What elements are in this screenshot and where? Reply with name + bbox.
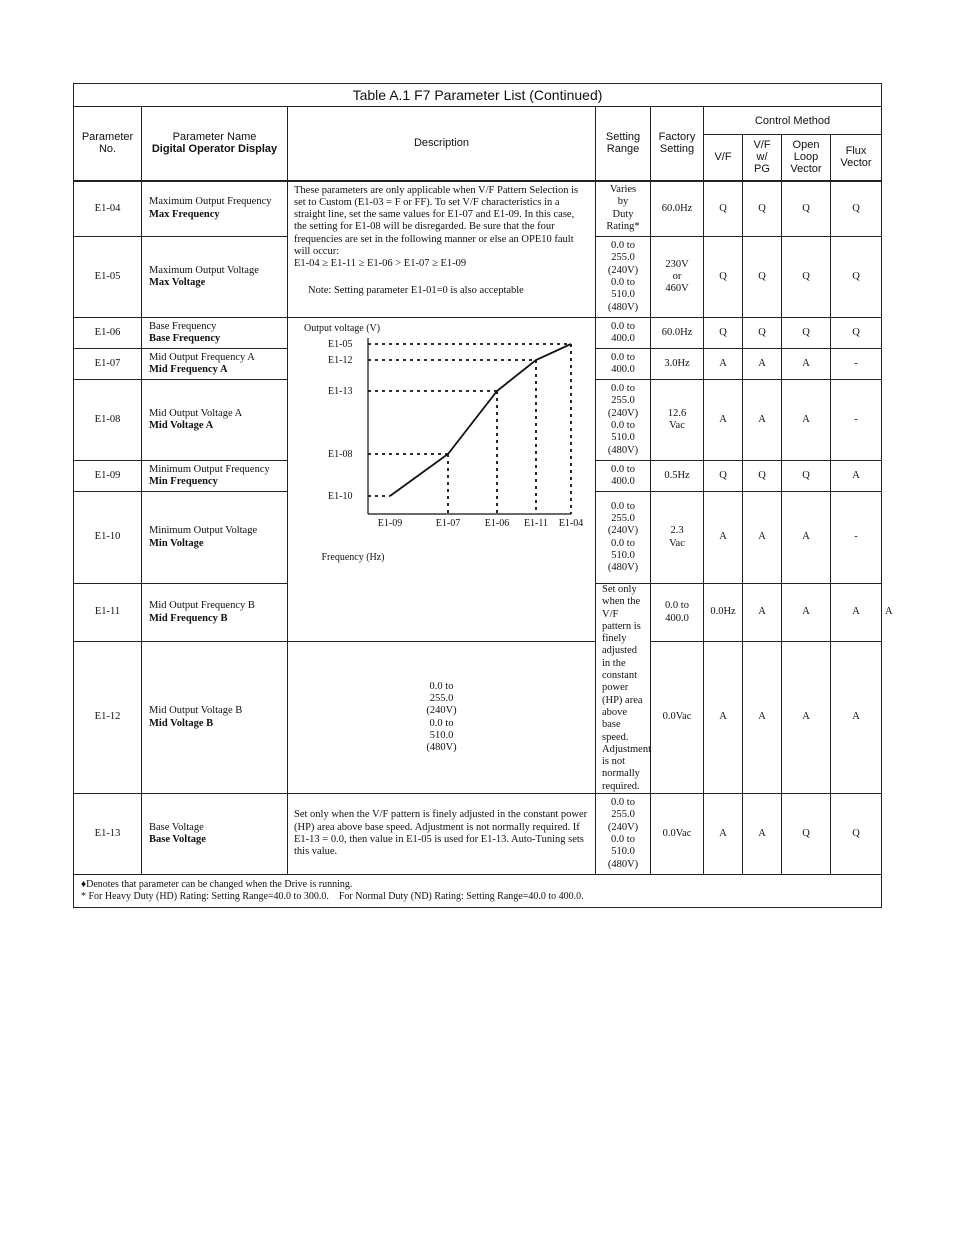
param-name: Minimum Output Frequency Min Frequency [142,461,288,492]
vf-method: Q [704,318,743,349]
setting-range: Varies by Duty Rating* [596,181,651,237]
parameter-table-page [73,83,893,908]
factory-setting: 60.0Hz [651,181,704,237]
vf-method: Q [704,237,743,318]
olv-method: A [831,584,882,642]
y-tick-label: E1-12 [328,355,353,366]
param-name: Maximum Output Frequency Max Frequency [142,181,288,237]
factory-setting: 60.0Hz [651,318,704,349]
x-axis-title: Frequency (Hz) [321,552,385,563]
setting-range: 0.0 to 400.0 [596,318,651,349]
header-vf: V/F [704,135,743,181]
graph-marks [328,338,583,529]
description-e1-11-12: Set only when the V/F pattern is finely adjusted in the constant power (HP) area above base speed. Adjustment is not normally required. [596,584,651,794]
setting-range: 0.0 to 255.0 (240V) 0.0 to 510.0 (480V) [596,794,651,875]
header-vf-pg: V/F w/ PG [743,135,782,181]
parameter-table [73,83,893,908]
setting-range: 0.0 to 400.0 [651,584,704,642]
olv-method: Q [782,461,831,492]
vf-pattern-graph [288,318,594,583]
vf-method: A [704,492,743,584]
vfpg-method: A [743,380,782,461]
olv-method: Q [782,181,831,237]
setting-range: 0.0 to 400.0 [596,461,651,492]
header-flux-vector: Flux Vector [831,135,882,181]
setting-range: 0.0 to 255.0 (240V) 0.0 to 510.0 (480V) [288,642,596,794]
setting-range: 0.0 to 255.0 (240V) 0.0 to 510.0 (480V) [596,492,651,584]
param-name: Mid Output Voltage B Mid Voltage B [142,642,288,794]
vfpg-method: A [743,492,782,584]
vf-method: A [704,380,743,461]
table-footnotes [74,875,882,908]
factory-setting: 230V or 460V [651,237,704,318]
olv-method: A [782,380,831,461]
olv-method: A [782,349,831,380]
olv-method: A [782,492,831,584]
table-row [74,181,882,237]
x-tick-label: E1-07 [435,518,461,529]
x-tick-label: E1-04 [558,518,584,529]
vfpg-method: A [782,584,831,642]
param-name: Base Frequency Base Frequency [142,318,288,349]
vf-method: Q [704,461,743,492]
header-description: Description [288,107,596,181]
param-no: E1-09 [74,461,142,492]
vfpg-method: Q [743,318,782,349]
vf-curve [390,344,571,496]
olv-method: Q [782,237,831,318]
y-tick-label: E1-10 [328,491,353,502]
vf-note: Note: Setting parameter E1-01=0 is also acceptable [308,284,524,296]
setting-range: 0.0 to 255.0 (240V) 0.0 to 510.0 (480V) [596,237,651,318]
footnote-duty-rating: * For Heavy Duty (HD) Rating: Setting Range=40.0 to 300.0. For Normal Duty (ND) Rating: Setting Range=40.0 to 400.0. [81,891,584,903]
factory-setting: 0.0Hz [704,584,743,642]
param-no: E1-08 [74,380,142,461]
param-name: Mid Output Frequency A Mid Frequency A [142,349,288,380]
param-name: Maximum Output Voltage Max Voltage [142,237,288,318]
flux-method: - [831,349,882,380]
factory-setting: 3.0Hz [651,349,704,380]
factory-setting: 2.3 Vac [651,492,704,584]
olv-method: Q [782,318,831,349]
setting-range: 0.0 to 255.0 (240V) 0.0 to 510.0 (480V) [596,380,651,461]
param-no: E1-05 [74,237,142,318]
vf-method: A [704,642,743,794]
vfpg-method: Q [743,181,782,237]
param-no: E1-11 [74,584,142,642]
y-axis-title: Output voltage (V) [304,323,381,334]
vf-method: A [743,584,782,642]
vfpg-method: A [743,349,782,380]
param-no: E1-06 [74,318,142,349]
param-name: Minimum Output Voltage Min Voltage [142,492,288,584]
param-no: E1-13 [74,794,142,875]
header-factory-setting: Factory Setting [651,107,704,181]
vf-method: Q [704,181,743,237]
param-no: E1-04 [74,181,142,237]
olv-method: Q [782,794,831,875]
y-tick-label: E1-13 [328,386,353,397]
factory-setting: 0.5Hz [651,461,704,492]
x-tick-label: E1-11 [523,518,549,529]
flux-method: Q [831,318,882,349]
table-row [74,318,882,349]
description-e1-13: Set only when the V/F pattern is finely adjusted in the constant power (HP) area above base speed. Adjustment is not normally required. If E1-13 = 0.0, then value in E1-05 is used for E1-13. Auto-Tuning sets this value. [288,794,596,875]
table-title: Table A.1 F7 Parameter List (Continued) [74,84,882,107]
x-tick-label: E1-06 [484,518,510,529]
param-name: Mid Output Voltage A Mid Voltage A [142,380,288,461]
table-row [74,642,882,794]
flux-method: - [831,492,882,584]
flux-method: Q [831,237,882,318]
vf-formula: E1-04 ≥ E1-11 ≥ E1-06 > E1-07 ≥ E1-09 [294,258,467,270]
footnote-running: ♦Denotes that parameter can be changed when the Drive is running. [81,879,353,891]
y-tick-label: E1-08 [328,449,353,460]
vf-description-text: These parameters are only applicable when V/F Pattern Selection is set to Custom (E1-03 = F or FF). To set V/F characteristics in a straight line, set the same values for E1-07 and E1-09. In this case, the setting for E1-08 will be disregarded. Be sure that the four frequencies are set in the following manner or else an OPE10 fault will occur: [294,184,579,257]
vf-method: A [704,794,743,875]
x-tick-label: E1-09 [377,518,403,529]
vfpg-method: A [743,794,782,875]
table-row: E1-11 Mid Output Frequency B Mid Frequency B Set only when the V/F pattern is finely adjusted in the constant power (HP) area above base speed. Adjustment is not normally required. 0.0 to 400.0 0.0Hz A A A A [74,584,882,642]
flux-method: - [831,380,882,461]
param-no: E1-12 [74,642,142,794]
header-setting-range: Setting Range [596,107,651,181]
param-no: E1-07 [74,349,142,380]
olv-method: A [782,642,831,794]
vfpg-method: Q [743,237,782,318]
flux-method: Q [831,794,882,875]
header-param-name: Parameter Name Digital Operator Display [142,107,288,181]
vf-method: A [704,349,743,380]
vf-graph-cell [288,318,596,642]
factory-setting: 0.0Vac [651,794,704,875]
header-open-loop-vector: Open Loop Vector [782,135,831,181]
description-vf-pattern [288,181,596,318]
vfpg-method: A [743,642,782,794]
param-no: E1-10 [74,492,142,584]
param-name: Mid Output Frequency B Mid Frequency B [142,584,288,642]
setting-range: 0.0 to 400.0 [596,349,651,380]
param-name: Base Voltage Base Voltage [142,794,288,875]
y-tick-label: E1-05 [328,339,353,350]
header-param-no: Parameter No. [74,107,142,181]
vfpg-method: Q [743,461,782,492]
factory-setting: 12.6 Vac [651,380,704,461]
table-row [74,794,882,875]
flux-method: Q [831,181,882,237]
header-control-method: Control Method [704,107,882,135]
flux-method: A [831,461,882,492]
flux-method: A [831,642,882,794]
factory-setting: 0.0Vac [651,642,704,794]
